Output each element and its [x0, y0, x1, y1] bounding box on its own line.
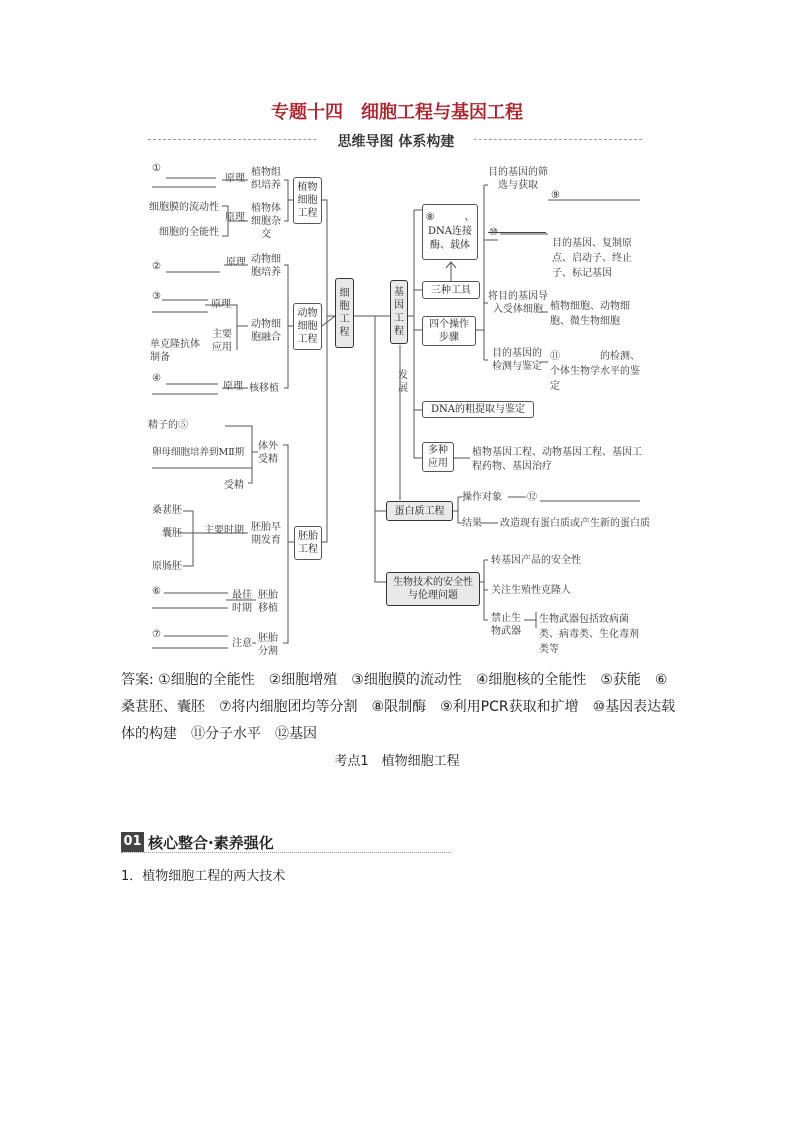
- plant-somatic-hybridization: 植物体细胞杂交: [251, 203, 281, 240]
- embryo-split-label: 胚胎分割: [258, 633, 278, 657]
- expression-vector-detail: 目的基因、复制原点、启动子、终止子、标记基因: [552, 238, 632, 279]
- reproductive-cloning-label: 关注生殖性克隆人: [491, 585, 571, 596]
- attention-label: 注意: [232, 638, 252, 649]
- answer-text: 答案: ①细胞的全能性 ②细胞增殖 ③细胞膜的流动性 ④细胞核的全能性 ⑤获能 ⑥桑葚胚、囊胚 ⑦将内细胞团均等分割 ⑧限制酶 ⑨利用PCR获取和扩增 ⑩基因表达载体的构建 ⑪分子水平 ⑫基因: [121, 672, 676, 742]
- plant-tissue-culture: 植物组织培养: [251, 167, 281, 191]
- applications-detail: 植物基因工程、动物基因工程、基因工程药物、基因治疗: [472, 447, 642, 472]
- blank-6-label: ⑥: [152, 586, 161, 597]
- bioweapons-detail: 生物武器包括致病菌类、病毒类、生化毒剂类等: [539, 614, 639, 655]
- section-badge: 01: [121, 832, 144, 852]
- operation-target-label: 操作对象: [462, 492, 502, 503]
- gastrula-label: 原肠胚: [152, 561, 182, 572]
- gene-engineering-box: 基因工程: [390, 280, 408, 344]
- step4-detail: ⑪ 的检测、个体生物学水平的鉴定: [550, 351, 640, 392]
- list-item-1: 1．植物细胞工程的两大技术: [121, 869, 286, 884]
- three-tools-box: 三种工具: [422, 281, 480, 299]
- step3-label: 将目的基因导入受体细胞: [488, 291, 548, 315]
- three-tools-detail-box: ⑧ 、DNA连接酶、载体: [422, 204, 478, 260]
- animal-cell-engineering-box: 动物细胞工程: [293, 303, 322, 350]
- blank-9-label: ⑨: [551, 190, 560, 201]
- plant-principle-label: 原理: [225, 173, 245, 184]
- blastocyst-label: 囊胚: [162, 528, 182, 539]
- animal-principle-label-3: 原理: [223, 381, 243, 392]
- membrane-fluidity-label: 细胞膜的流动性: [149, 202, 219, 213]
- four-steps-box: 四个操作步骤: [422, 316, 476, 346]
- nuclear-transfer: 核移植: [249, 383, 279, 394]
- test-point-heading: 考点1 植物细胞工程: [334, 754, 460, 769]
- sperm-label: 精子的⑤: [148, 420, 188, 431]
- plant-cell-engineering-box: 植物细胞工程: [293, 177, 322, 224]
- early-development-label: 胚胎早期发育: [251, 522, 281, 546]
- blank-4-label: ④: [152, 373, 161, 384]
- blank-10-label: ⑩: [489, 227, 498, 238]
- section-title: 核心整合·素养强化: [148, 834, 274, 852]
- blank-12-label: ⑫: [527, 492, 537, 503]
- best-period-label: 最佳时期: [232, 590, 252, 614]
- morula-label: 桑葚胚: [152, 505, 182, 516]
- fertilization-label: 受精: [224, 480, 244, 491]
- main-use-label: 主要应用: [212, 329, 232, 353]
- embryo-engineering-box: 胚胎工程: [294, 526, 322, 560]
- animal-cell-culture: 动物细胞培养: [251, 254, 281, 278]
- oocyte-culture-label: 卵母细胞培养到MⅡ期: [152, 447, 245, 458]
- embryo-transfer-label: 胚胎移植: [258, 590, 278, 614]
- plant-principle-label-2: 原理: [225, 212, 245, 223]
- cell-totipotency-label: 细胞的全能性: [159, 227, 219, 238]
- result-detail: 改造现有蛋白质或产生新的蛋白质: [500, 518, 650, 529]
- step4-label: 目的基因的检测与鉴定: [492, 348, 542, 372]
- subtitle: 思维导图 体系构建: [318, 131, 474, 151]
- blank-10-line: [488, 232, 546, 233]
- develop-label: 发展: [398, 370, 408, 394]
- step1-label: 目的基因的筛选与获取: [488, 167, 548, 191]
- step3-detail: 植物细胞、动物细胞、微生物细胞: [550, 301, 630, 327]
- result-label: 结果: [462, 518, 482, 529]
- cell-engineering-center-box: 细胞工程: [335, 278, 354, 348]
- ban-bioweapons-label: 禁止生物武器: [491, 613, 521, 637]
- gmo-safety-label: 转基因产品的安全性: [491, 555, 581, 566]
- dna-extraction-box: DNA的粗提取与鉴定: [422, 401, 534, 418]
- blank-3-label: ③: [152, 291, 161, 302]
- section-divider: [121, 852, 451, 853]
- animal-principle-label-2: 原理: [211, 299, 231, 310]
- protein-engineering-box: 蛋白质工程: [386, 501, 453, 521]
- page-title: 专题十四 细胞工程与基因工程: [271, 102, 523, 123]
- animal-principle-label: 原理: [226, 257, 246, 268]
- blank-1-label: ①: [152, 163, 161, 174]
- multiple-applications-box: 多种应用: [422, 442, 454, 472]
- blank-7-label: ⑦: [152, 629, 161, 640]
- animal-cell-fusion: 动物细胞融合: [251, 319, 281, 343]
- ivf-label: 体外受精: [258, 441, 278, 465]
- ethics-box: 生物技术的安全性与伦理问题: [386, 572, 480, 606]
- blank-2-label: ②: [152, 261, 161, 272]
- main-period-label: 主要时期: [204, 525, 244, 536]
- monoclonal-antibody-label: 单克隆抗体制备: [150, 339, 200, 363]
